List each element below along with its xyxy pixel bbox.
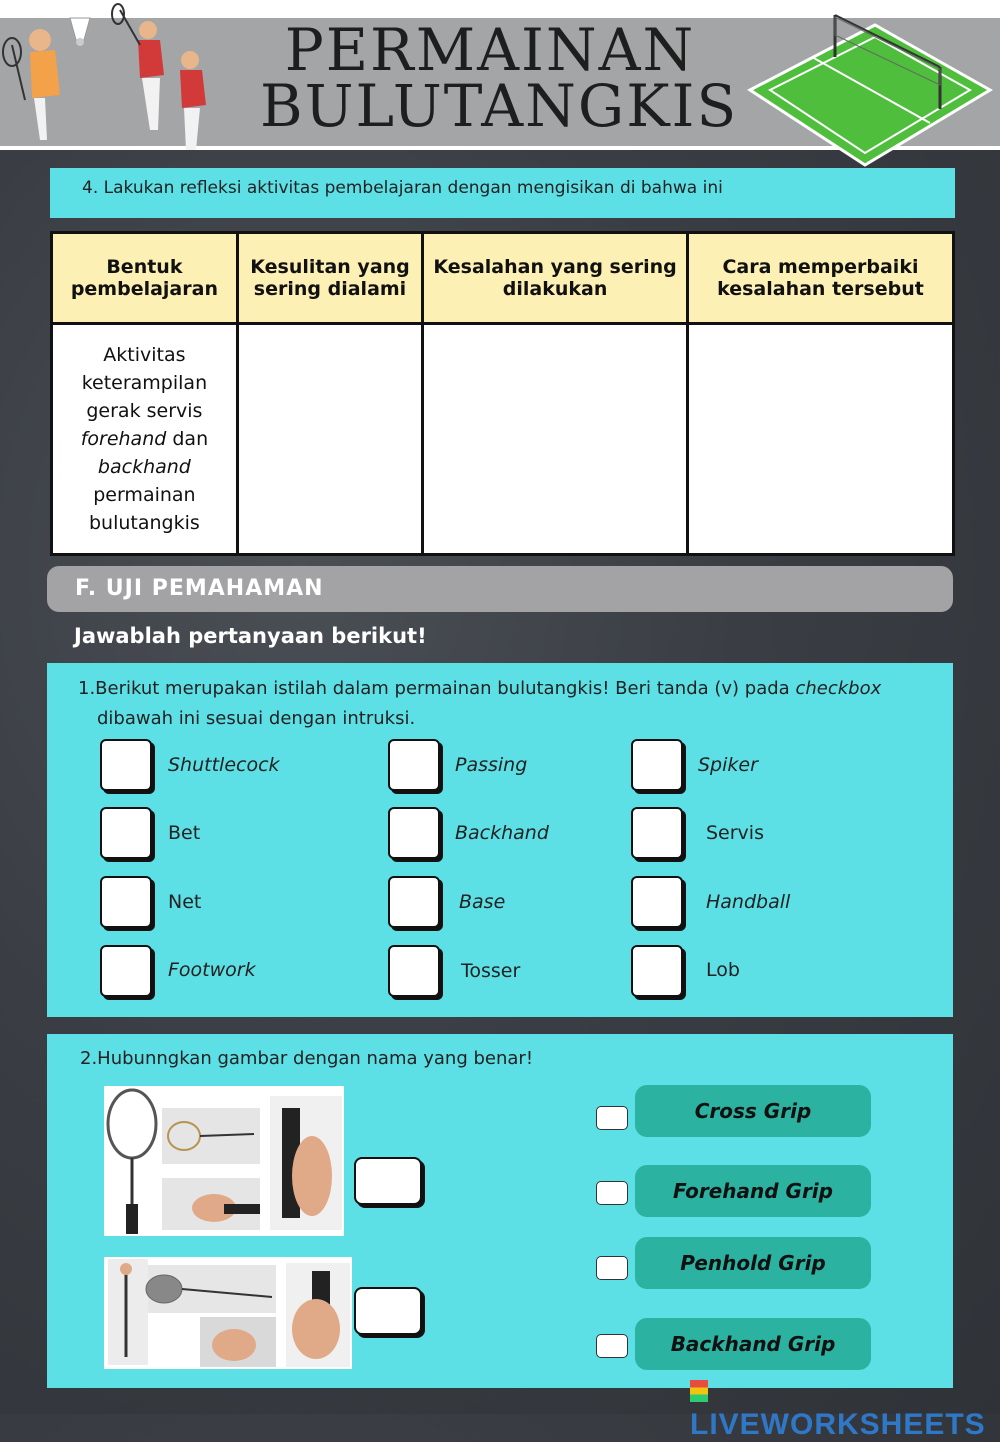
answer-box-1[interactable] (354, 1157, 422, 1205)
option-label: Base (459, 891, 506, 913)
option-label: Backhand (455, 822, 549, 844)
logo-icon (690, 1380, 708, 1402)
option-label: Shuttlecock (168, 754, 280, 776)
question-1-text-italic: checkbox (795, 678, 882, 699)
grip-checkbox-backhand[interactable] (596, 1334, 628, 1358)
grip-option-forehand[interactable]: Forehand Grip (635, 1165, 871, 1217)
option-label: Net (168, 891, 202, 913)
table-header-cell: Kesalahan yang sering dilakukan (423, 233, 688, 324)
player-middle-icon (112, 4, 164, 130)
shuttlecock-icon (70, 18, 90, 46)
cell-text: dan (172, 428, 209, 450)
option-label: Handball (706, 891, 791, 913)
table-header-cell: Bentuk pembelajaran (52, 233, 238, 324)
title-line-1: PERMAINAN (284, 16, 696, 84)
player-left-icon (3, 29, 60, 140)
checkbox-passing[interactable] (388, 739, 440, 791)
section-title: F. UJI PEMAHAMAN (75, 576, 324, 601)
player-right-icon (180, 51, 206, 150)
table-header-cell: Kesulitan yang sering dialami (237, 233, 422, 324)
option-label: Lob (706, 959, 740, 981)
reflection-table (50, 231, 955, 556)
difficulty-answer-cell[interactable] (237, 324, 422, 555)
title-line-2: BULUTANGKIS (260, 72, 739, 140)
checkbox-backhand[interactable] (388, 807, 440, 859)
grip-photo-2 (104, 1257, 352, 1369)
checkbox-footwork[interactable] (100, 945, 152, 997)
cell-text: permainan bulutangkis (89, 484, 200, 534)
mistake-answer-cell[interactable] (423, 324, 688, 555)
section-prompt: Jawablah pertanyaan berikut! (74, 624, 427, 648)
grip-option-penhold[interactable]: Penhold Grip (635, 1237, 871, 1289)
checkbox-lob[interactable] (631, 945, 683, 997)
answer-box-2[interactable] (354, 1287, 422, 1335)
checkbox-base[interactable] (388, 876, 440, 928)
grip-checkbox-cross[interactable] (596, 1106, 628, 1130)
option-label: Tosser (461, 960, 521, 982)
checkbox-net[interactable] (100, 876, 152, 928)
checkbox-servis[interactable] (631, 807, 683, 859)
option-label: Bet (168, 822, 201, 844)
checkbox-shuttlecock[interactable] (100, 739, 152, 791)
table-row (52, 324, 954, 555)
checkbox-bet[interactable] (100, 807, 152, 859)
grip-photo-1 (104, 1086, 344, 1236)
grip-checkbox-forehand[interactable] (596, 1181, 628, 1205)
cell-text-italic: forehand (80, 428, 167, 450)
badminton-players-illustration (0, 0, 235, 160)
instruction-text: 4. Lakukan refleksi aktivitas pembelajaran dengan mengisikan di bahwa ini (82, 178, 723, 198)
option-label: Passing (455, 754, 528, 776)
option-label: Spiker (698, 754, 758, 776)
table-header-row (52, 233, 954, 324)
option-label: Footwork (168, 959, 256, 981)
checkbox-spiker[interactable] (631, 739, 683, 791)
question-1-text-a: 1.Berikut merupakan istilah dalam permainan bulutangkis! Beri tanda (v) pada (78, 678, 790, 699)
learning-form-cell (52, 324, 238, 555)
liveworksheets-logo (690, 1374, 1000, 1442)
grip-option-cross[interactable]: Cross Grip (635, 1085, 871, 1137)
grip-option-backhand[interactable]: Backhand Grip (635, 1318, 871, 1370)
fix-answer-cell[interactable] (687, 324, 953, 555)
page-title (260, 16, 739, 140)
grip-checkbox-penhold[interactable] (596, 1256, 628, 1280)
option-label: Servis (706, 822, 764, 844)
question-2-text: 2.Hubunngkan gambar dengan nama yang benar! (80, 1048, 534, 1069)
table-header-cell: Cara memperbaiki kesalahan tersebut (687, 233, 953, 324)
question-1-text-b: dibawah ini sesuai dengan intruksi. (97, 708, 416, 729)
cell-text: Aktivitas keterampilan gerak servis (81, 344, 208, 422)
badminton-court-illustration (745, 5, 995, 170)
question-1-text (78, 674, 938, 734)
logo-text: LIVEWORKSHEETS (690, 1408, 986, 1441)
checkbox-handball[interactable] (631, 876, 683, 928)
checkbox-tosser[interactable] (388, 945, 440, 997)
cell-text-italic: backhand (97, 456, 191, 478)
